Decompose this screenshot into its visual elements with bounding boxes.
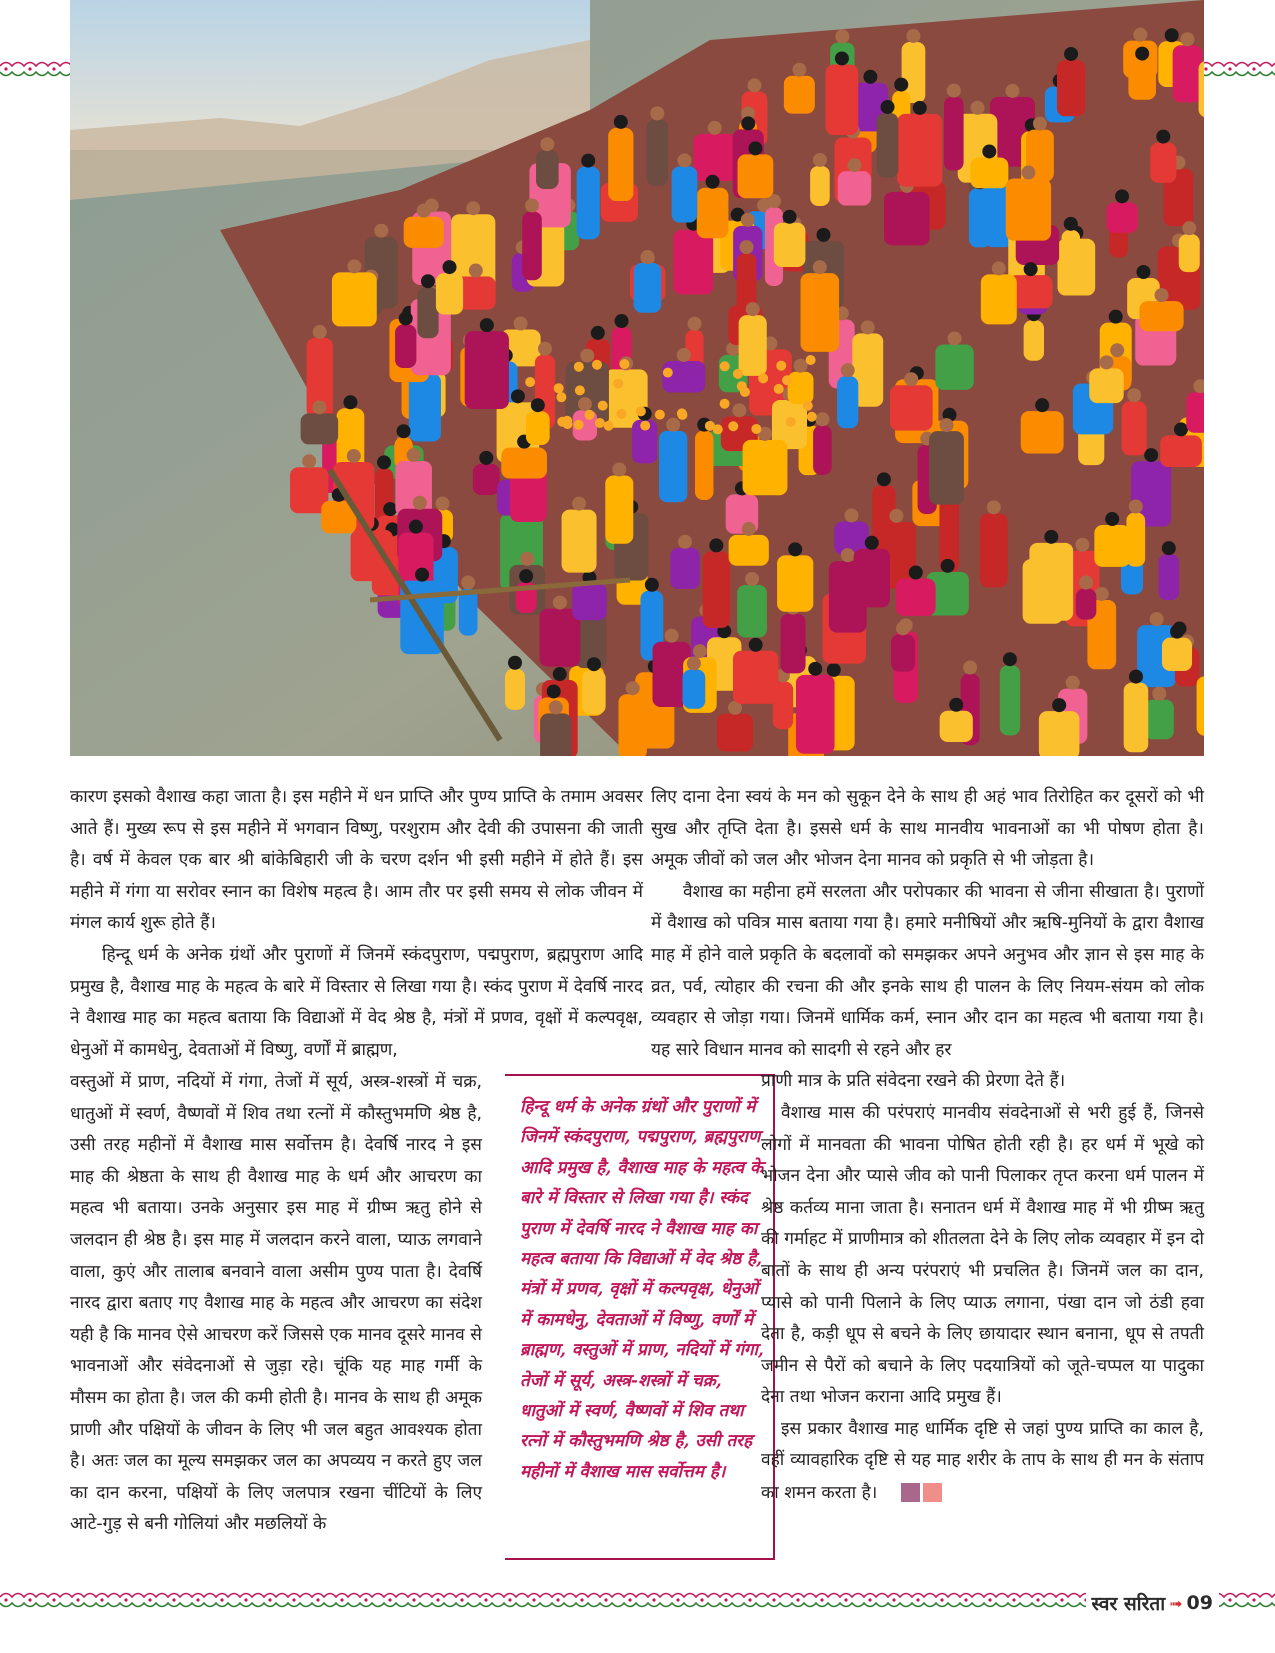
person-head: [580, 349, 594, 363]
person-head: [1133, 28, 1147, 42]
marigold-flower: [751, 424, 761, 434]
person-head: [847, 158, 861, 172]
person-head: [749, 638, 763, 652]
marigold-flower: [636, 406, 646, 416]
person-head: [572, 497, 586, 511]
person-head: [520, 552, 534, 566]
person-head: [827, 663, 841, 677]
sari-figure: [693, 134, 736, 181]
marigold-flower: [737, 381, 747, 391]
person-head: [508, 656, 522, 670]
marigold-flower: [720, 399, 730, 409]
sari-figure: [733, 651, 778, 704]
sari-figure: [672, 166, 698, 222]
marigold-flower: [720, 361, 730, 371]
sari-figure: [1062, 230, 1081, 277]
person-head: [742, 522, 756, 536]
person-head: [889, 509, 903, 523]
sari-figure: [738, 154, 774, 198]
sari-figure: [854, 549, 890, 608]
sari-figure: [1021, 411, 1064, 453]
person-head: [817, 228, 831, 242]
person-head: [1155, 288, 1169, 302]
body-paragraph: वस्तुओं में प्राण, नदियों में गंगा, तेजों में सूर्य, अस्त्र-शस्त्रों में चक्र, धातुओं में स्वर्ण, वैष्णवों में शिव तथा रत्नों में कौस्तुभमणि श्रेष्ठ है, उसी तरह महीनों में वैशाख मास सर्वोत्तम है। देवर्षि नारद ने इस माह की श्रेष्ठता के साथ ही वैशाख माह के धर्म और आचरण का महत्व भी बताया। उनके अनुसार इस माह में ग्रीष्म ऋतु होने से जलदान ही श्रेष्ठ है। इस माह में जलदान करने वाला, प्याऊ लगवाने वाला, कुएं और तालाब बनवाने वाला असीम पुण्य पाता है। देवर्षि नारद द्वारा बताए गए वैशाख माह के महत्व और आचरण का संदेश यही है कि मानव ऐसे आचरण करें जिससे एक मानव दूसरे मानव से भावनाओं और संवेदनाओं से जुड़ा रहे। चूंकि यह माह गर्मी के मौसम का होता है। जल की कमी होती है। मानव के साथ ही अमूक प्राणी और पक्षियों के जीवन के लिए भी जल बहुत आवश्यक होता है। अतः जल का मूल्य समझकर जल का अपव्यय न करते हुए जल का दान करना, पक्षियों के लिए जलपात्र रखना चींटियों के लिए आटे-गुड़ से बनी गोलियां और मछलियों के: [70, 1072, 482, 1535]
person-head: [666, 418, 680, 432]
sari-figure: [417, 287, 438, 338]
sari-figure: [838, 171, 871, 205]
marigold-flower: [592, 360, 602, 370]
marigold-flower: [728, 421, 738, 431]
person-head: [511, 389, 525, 403]
sari-figure: [1029, 543, 1073, 621]
end-square-1: [901, 1483, 920, 1502]
sari-figure: [459, 588, 478, 635]
person-head: [841, 548, 855, 562]
marigold-flower: [663, 368, 673, 378]
person-head: [1135, 47, 1149, 61]
marigold-flower: [758, 373, 768, 383]
sari-figure: [1139, 301, 1183, 331]
sari-figure: [436, 273, 463, 314]
person-head: [794, 359, 808, 373]
person-head: [1165, 28, 1179, 42]
person-head: [347, 259, 361, 273]
marigold-flower: [613, 379, 623, 389]
person-head: [949, 698, 963, 712]
person-head: [407, 448, 421, 462]
sari-figure: [1089, 368, 1123, 403]
person-head: [940, 418, 954, 432]
marigold-flower: [604, 421, 614, 431]
sari-figure: [659, 431, 687, 503]
person-head: [1156, 130, 1170, 144]
person-head: [971, 101, 985, 115]
person-head: [1152, 687, 1166, 701]
person-head: [1127, 388, 1141, 402]
person-head: [1180, 32, 1194, 46]
magazine-name: स्वर सरिता: [1091, 1593, 1166, 1615]
person-head: [783, 210, 797, 224]
sari-figure: [717, 714, 753, 752]
person-head: [1182, 221, 1196, 235]
person-head: [813, 260, 827, 274]
sari-figure: [929, 431, 964, 504]
person-head: [612, 463, 626, 477]
person-head: [1110, 343, 1124, 357]
person-head: [687, 317, 701, 331]
person-head: [835, 51, 849, 65]
person-head: [896, 621, 910, 635]
sari-figure: [1160, 435, 1202, 467]
body-paragraph: कारण इसको वैशाख कहा जाता है। इस महीने में धन प्राप्ति और पुण्य प्राप्ति के तमाम अवसर आते हैं। मुख्य रूप से इस महीने में भगवान विष्णु, परशुराम और देवी की उपासना की जाती है। वर्ष में केवल एक बार श्री बांकेबिहारी जी के चरण दर्शन भी इसी महीने में होते हैं। इस महीने में गंगा या सरोवर स्नान का विशेष महत्व है। आम तौर पर इसी समय से लोक जीवन में मंगल कार्य शुरू होते हैं।: [70, 787, 643, 934]
person-head: [741, 116, 755, 130]
sari-figure: [395, 324, 416, 367]
marigold-flower: [733, 369, 743, 379]
person-head: [687, 656, 701, 670]
sari-figure: [784, 76, 815, 114]
sari-figure: [940, 711, 973, 742]
sari-figure: [1076, 589, 1097, 620]
sari-figure: [810, 166, 830, 206]
person-head: [302, 454, 316, 468]
person-head: [677, 348, 691, 362]
marigold-flower: [525, 377, 535, 387]
person-head: [678, 535, 692, 549]
person-head: [741, 213, 755, 227]
sari-figure: [1173, 45, 1203, 102]
person-head: [578, 397, 592, 411]
person-head: [815, 412, 829, 426]
sari-figure: [969, 188, 991, 247]
person-head: [553, 667, 567, 681]
person-head: [987, 500, 1001, 514]
person-head: [640, 250, 654, 264]
person-head: [409, 520, 423, 534]
sari-figure: [647, 119, 669, 185]
person-head: [963, 661, 977, 675]
sari-figure: [332, 272, 377, 326]
sari-figure: [1057, 60, 1085, 116]
person-head: [1066, 676, 1080, 690]
body-paragraph: वैशाख मास की परंपराएं मानवीय संवदेनाओं से भरी हुई हैं, जिनसे लोगों में मानवता की भावना पोषित होती रही है। हर धर्म में भूखे को भोजन देना और प्यासे जीव को पानी पिलाकर तृप्त करना धर्म पालन में श्रेष्ठ कर्तव्य माना जाता है। सनातन धर्म में वैशाख माह में भी ग्रीष्म ऋतु की गर्माहट में प्राणीमात्र को शीतलता देने के लिए लोक व्यवहार में इन दो बातों के साथ ही अन्य परंपराएं भी प्रचलित है। जिनमें जल का दान, प्यासे को पानी पिलाने के लिए प्याऊ लगाना, पंखा दान जो ठंडी हवा देता है, कड़ी धूप से बचने के लिए छायादार स्थान बनाना, धूप से तपती जमीन से पैरों को बचाने के लिए पदयात्रियों को जूते-चप्पल या पादुका देना तथा भोजन कराना आदि प्रमुख हैं।: [761, 1102, 1204, 1408]
person-head: [1003, 652, 1017, 666]
sari-figure: [605, 476, 633, 544]
person-head: [1095, 587, 1109, 601]
marigold-flower: [584, 410, 594, 420]
person-head: [343, 395, 357, 409]
person-head: [894, 78, 908, 92]
sari-figure: [1199, 61, 1204, 118]
person-head: [665, 629, 679, 643]
page-footer: [1086, 1590, 1220, 1616]
person-head: [706, 175, 720, 189]
person-head: [1150, 612, 1164, 626]
sari-figure: [1158, 554, 1179, 600]
sari-figure: [465, 331, 509, 409]
sari-figure: [877, 113, 899, 178]
person-head: [1174, 422, 1188, 436]
person-head: [1044, 530, 1058, 544]
sari-figure: [473, 464, 500, 495]
sari-figure: [1126, 512, 1145, 566]
person-head: [841, 363, 855, 377]
sari-figure: [505, 669, 525, 710]
sari-figure: [1150, 143, 1176, 183]
page-number: 09: [1186, 1592, 1213, 1614]
person-head: [808, 662, 822, 676]
person-head: [1099, 355, 1113, 369]
person-head: [525, 198, 539, 212]
marigold-flower: [616, 409, 626, 419]
person-head: [531, 398, 545, 412]
sari-figure: [1179, 234, 1200, 272]
sari-figure: [897, 114, 942, 187]
person-head: [865, 536, 879, 550]
person-head: [1064, 47, 1078, 61]
sari-figure: [582, 670, 605, 714]
sari-figure: [522, 211, 542, 280]
sari-figure: [572, 584, 607, 621]
person-head: [732, 403, 746, 417]
person-head: [312, 400, 326, 414]
person-head: [397, 424, 411, 438]
person-head: [466, 201, 480, 215]
sari-figure: [980, 513, 1008, 587]
person-head: [347, 449, 361, 463]
sari-figure: [697, 188, 729, 238]
sari-figure: [1000, 665, 1020, 735]
end-mark-squares: [881, 1477, 945, 1509]
decorative-border-bottom: [0, 1588, 1275, 1612]
marigold-flower: [620, 359, 630, 369]
person-head: [313, 325, 327, 339]
sari-figure: [1186, 392, 1204, 432]
person-head: [913, 101, 927, 115]
person-head: [1021, 166, 1035, 180]
person-head: [417, 204, 431, 218]
sari-figure: [774, 223, 806, 267]
marigold-flower: [574, 420, 584, 430]
sari-figure: [608, 128, 633, 201]
person-head: [1024, 262, 1038, 276]
person-head: [614, 115, 628, 129]
person-head: [519, 569, 533, 583]
marigold-flower: [806, 355, 816, 365]
person-head: [747, 78, 761, 92]
person-head: [1109, 310, 1123, 324]
sari-figure: [526, 411, 550, 445]
marigold-flower: [563, 419, 573, 429]
sari-figure: [301, 413, 338, 444]
sari-figure: [737, 585, 767, 638]
sari-figure: [781, 614, 806, 674]
person-head: [792, 63, 806, 77]
sari-figure: [501, 448, 547, 479]
person-head: [1005, 84, 1019, 98]
person-head: [693, 644, 707, 658]
person-head: [1075, 538, 1089, 552]
sari-figure: [395, 461, 432, 516]
person-head: [1115, 189, 1129, 203]
sari-figure: [1024, 320, 1044, 361]
person-head: [748, 141, 762, 155]
sari-figure: [540, 713, 571, 756]
body-paragraph: वैशाख का महीना हमें सरलता और परोपकार की भावना से जीना सीखाता है। पुराणों में वैशाख को पवित्र मास बताया गया है। हमारे मनीषियों और ऋषि-मुनियों के द्वारा वैशाख माह में होने वाले प्रकृति के बदलावों को समझकर अपने अनुभव और ज्ञान से इस माह के व्रत, पर्व, त्योहार की रचना की और इनके साथ ही पालन के लिए नियम-संयम को लोक व्यवहार से जोड़ा गया। जिनमें धार्मिक कर्म, स्नान और दान का महत्व भी बताया गया है। यह सारे विधान मानव को सादगी से रहने और हर: [651, 881, 1204, 1060]
sari-figure: [891, 634, 915, 671]
sari-figure: [703, 551, 730, 628]
person-head: [587, 657, 601, 671]
sari-figure: [536, 150, 559, 189]
sari-figure: [890, 385, 933, 430]
person-head: [436, 496, 450, 510]
person-head: [650, 106, 664, 120]
person-head: [947, 84, 961, 98]
sari-figure: [1162, 638, 1192, 671]
person-head: [415, 568, 429, 582]
sari-figure: [1094, 525, 1130, 567]
person-head: [469, 264, 483, 278]
person-head: [904, 372, 918, 386]
sari-figure: [683, 669, 706, 708]
person-head: [480, 318, 494, 332]
sari-figure: [404, 217, 444, 248]
person-head: [538, 342, 552, 356]
person-head: [708, 121, 722, 135]
marigold-flower: [595, 418, 605, 428]
person-head: [861, 320, 875, 334]
marigold-flower: [782, 375, 792, 385]
person-head: [992, 261, 1006, 275]
person-head: [845, 508, 859, 522]
sari-figure: [796, 675, 835, 754]
sari-figure: [1197, 676, 1204, 735]
sari-figure: [813, 425, 832, 475]
sari-figure: [826, 64, 859, 135]
sari-figure: [801, 273, 840, 352]
person-head: [835, 29, 849, 43]
sari-figure: [743, 440, 788, 495]
person-head: [1052, 698, 1066, 712]
person-head: [443, 260, 457, 274]
person-head: [1144, 448, 1158, 462]
person-head: [1162, 541, 1176, 555]
body-paragraph: हिन्दू धर्म के अनेक ग्रंथों और पुराणों में जिनमें स्कंदपुराण, पद्मपुराण, ब्रह्मपुराण आदि प्रमुख है, वैशाख माह के महत्व के बारे में विस्तार से लिखा गया है। स्कंद पुराण में देवर्षि नारद ने वैशाख माह का महत्व बताया कि विद्याओं में वेद श्रेष्ठ है, मंत्रों में प्रणव, वृक्षों में कल्पवृक्ष, धेनुओं में कामधेनु, देवताओं में विष्णु, वर्णों में ब्राह्मण,: [70, 944, 643, 1060]
marigold-flower: [554, 383, 564, 393]
marigold-flower: [575, 385, 585, 395]
person-head: [906, 29, 920, 43]
person-head: [591, 326, 605, 340]
person-head: [709, 538, 723, 552]
person-head: [399, 311, 413, 325]
person-head: [982, 144, 996, 158]
person-head: [1129, 499, 1143, 513]
person-head: [1105, 512, 1119, 526]
person-head: [677, 153, 691, 167]
sari-figure: [1006, 179, 1051, 241]
person-head: [788, 542, 802, 556]
person-head: [1064, 217, 1078, 231]
marigold-flower: [786, 417, 796, 427]
sari-figure: [695, 431, 713, 500]
sari-figure: [935, 344, 973, 389]
person-head: [746, 302, 760, 316]
right-column: [651, 782, 1204, 1509]
sari-figure: [788, 372, 814, 404]
person-head: [540, 137, 554, 151]
sari-figure: [1122, 401, 1147, 455]
person-head: [514, 317, 528, 331]
person-head: [549, 700, 563, 714]
sari-figure: [1145, 700, 1174, 740]
pullquote-text: हिन्दू धर्म के अनेक ग्रंथों और पुराणों में जिनमें स्कंदपुराण, पद्मपुराण, ब्रह्मपुराण आदि प्रमुख है, वैशाख माह के महत्व के बारे में विस्तार से लिखा गया है। स्कंद पुराण में देवर्षि नारद ने वैशाख माह का महत्व बताया कि विद्याओं में वेद श्रेष्ठ है, मंत्रों में प्रणव, वृक्षों में कल्पवृक्ष, धेनुओं में कामधेनु, देवताओं में विष्णु, वर्णों में ब्राह्मण, वस्तुओं में प्राण, नदियों में गंगा, तेजों में सूर्य, अस्त्र-शस्त्रों में चक्र, धातुओं में स्वर्ण, वैष्णवों में शिव तथा रत्नों में कौस्तुभमणि श्रेष्ठ है, उसी तरह महीनों में वैशाख मास सर्वोत्तम है।: [520, 1097, 764, 1482]
sari-figure: [409, 374, 441, 442]
person-head: [1129, 670, 1143, 684]
person-head: [948, 331, 962, 345]
sari-figure: [673, 230, 713, 295]
person-head: [1170, 625, 1184, 639]
person-head: [374, 224, 388, 238]
person-head: [615, 314, 629, 328]
sari-figure: [739, 315, 767, 376]
sari-figure: [729, 535, 769, 566]
person-head: [1033, 117, 1047, 131]
person-head: [553, 596, 567, 610]
sari-figure: [618, 694, 646, 756]
person-head: [1136, 265, 1150, 279]
person-head: [813, 153, 827, 167]
end-square-2: [923, 1483, 942, 1502]
person-head: [547, 684, 561, 698]
person-head: [377, 455, 391, 469]
person-head: [909, 565, 923, 579]
sari-figure: [981, 274, 1017, 324]
person-head: [413, 496, 427, 510]
marigold-flower: [598, 401, 608, 411]
sari-figure: [1039, 711, 1080, 756]
sari-figure: [944, 97, 964, 171]
marigold-flower: [803, 401, 813, 411]
body-paragraph: प्राणी मात्र के प्रति संवेदना रखने की प्रेरणा देते हैं।: [761, 1071, 1066, 1092]
person-head: [877, 472, 891, 486]
sari-figure: [562, 510, 597, 573]
left-column-narrow: [70, 1067, 482, 1541]
person-head: [421, 274, 435, 288]
sari-figure: [634, 263, 662, 313]
body-paragraph: इस प्रकार वैशाख माह धार्मिक दृष्टि से जहां पुण्य प्राप्ति का काल है, वहीं व्यावहारिक दृष्टि से यह माह शरीर के ताप के साथ ही मन के संताप का शमन करता है।: [761, 1418, 1204, 1503]
sari-figure: [884, 192, 930, 245]
person-head: [863, 70, 877, 84]
body-paragraph: लिए दाना देना स्वयं के मन को सुकून देने के साथ ही अहं भाव तिरोहित कर दूसरों को भी सुख और तृप्ति देता है। इससे धर्म के साथ मानवीय भावनाओं का भी पोषण होता है। अमूक जीवों को जल और भोजन देना मानव को प्रकृति से भी जोड़ता है।: [651, 787, 1204, 871]
person-head: [740, 240, 754, 254]
person-head: [626, 681, 640, 695]
sari-figure: [837, 376, 858, 428]
marigold-flower: [774, 384, 784, 394]
marigold-flower: [640, 421, 650, 431]
person-head: [581, 154, 595, 168]
ganga-ghat-bathers-photo-icon: [70, 0, 1204, 756]
arrow-icon: ➟: [1169, 1593, 1183, 1613]
marigold-flower: [574, 362, 584, 372]
sari-figure: [896, 578, 936, 615]
person-head: [1035, 398, 1049, 412]
sari-figure: [577, 167, 600, 240]
marigold-flower: [776, 361, 786, 371]
sari-figure: [1128, 60, 1156, 100]
ghat-bathing-photo: [70, 0, 1204, 756]
person-head: [745, 572, 759, 586]
marigold-flower: [677, 408, 687, 418]
sari-figure: [1106, 202, 1138, 232]
marigold-flower: [655, 410, 665, 420]
person-head: [1079, 576, 1093, 590]
sari-figure: [1124, 683, 1149, 753]
marigold-flower: [713, 424, 723, 434]
sari-figure: [777, 555, 813, 611]
person-head: [461, 575, 475, 589]
person-head: [479, 451, 493, 465]
sari-figure: [670, 548, 700, 589]
person-head: [383, 502, 397, 516]
marigold-flower: [556, 392, 566, 402]
person-head: [941, 559, 955, 573]
marigold-flower: [807, 412, 817, 422]
person-head: [645, 578, 659, 592]
left-column-top: [70, 782, 643, 1066]
sari-figure: [970, 157, 1008, 188]
person-head: [880, 100, 894, 114]
